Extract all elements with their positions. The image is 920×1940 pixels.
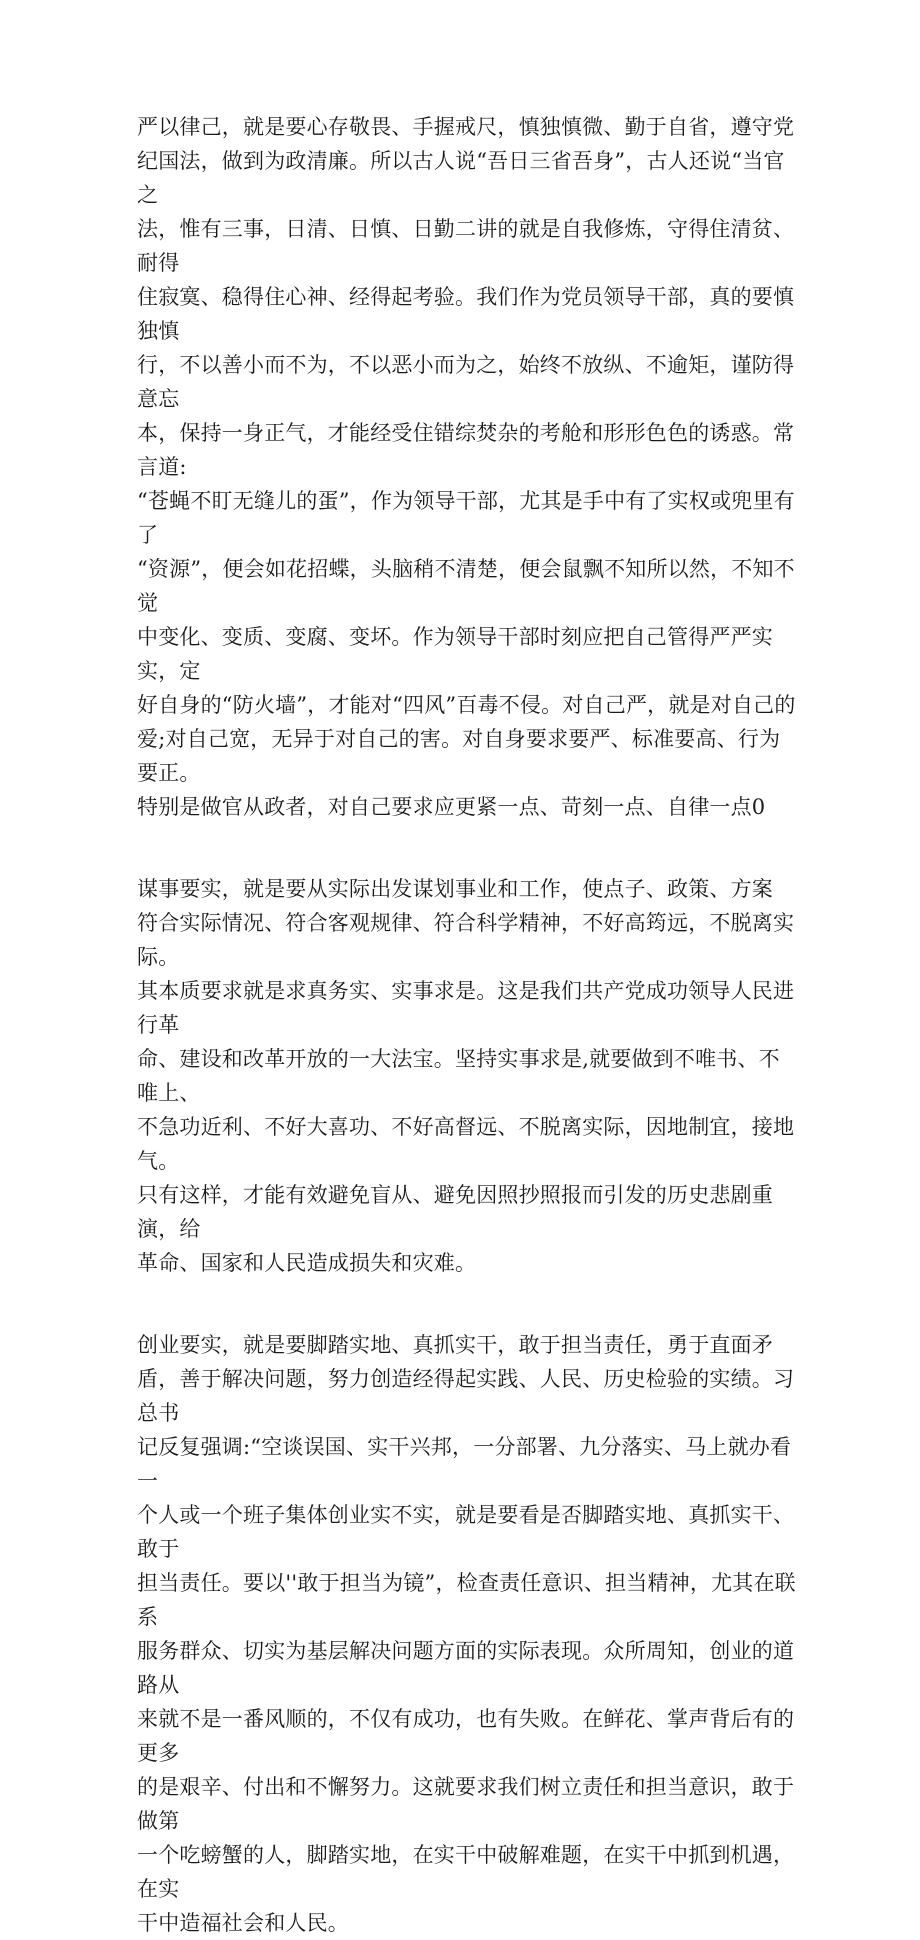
paragraph-practical-enterprise: 创业要实，就是要脚踏实地、真抓实干，敢于担当责任，勇于直面矛 盾，善于解决问题，努力创造经得起实践、人民、历史检验的实绩。习总书 记反复强调:“空谈误国、实干兴邦，一分部署、九分落实、马上就办看一 个人或一个班子集体创业实不实，就是要看是否脚踏实地、真抓实干、敢于 担当责任。要以''敢于担当为镜”，检查责任意识、担当精神，尤其在联系 服务群众、切实为基层解决问题方面的实际表现。众所周知，创业的道路从 来就不是一番风顺的，不仅有成功，也有失败。在鲜花、掌声背后有的更多 的是艰辛、付出和不懈努力。这就要求我们树立责任和担当意识，敢于做第 一个吃螃蟹的人，脚踏实地，在实干中破解难题，在实干中抓到机遇，在实 干中造福社会和人民。: [137, 1333, 796, 1935]
paragraph-self-discipline: 严以律己，就是要心存敬畏、手握戒尺，慎独慎微、勤于自省，遵守党 纪国法，做到为政清廉。所以古人说“吾日三省吾身”，古人还说“当官之 法，惟有三事，日清、日慎、日勤二讲的就是自我修炼，守得住清贫、耐得 住寂寞、稳得住心神、经得起考验。我们作为党员领导干部，真的要慎独慎 行，不以善小而不为，不以恶小而为之，始终不放纵、不逾矩，谨防得意忘 本，保持一身正气，才能经受住错综焚杂的考舱和形形色色的诱惑。常言道: “苍蝇不盯无缝儿的蛋”，作为领导干部，尤其是手中有了实权或兜里有了 “资源”，便会如花招蝶，头脑稍不清楚，便会鼠飘不知所以然，不知不觉 中变化、变质、变腐、变坏。作为领导干部时刻应把自己管得严严实实，定 好自身的“防火墙”，才能对“四风”百毒不侵。对自己严，就是对自己的 爱;对自己宽，无异于对自己的害。对自身要求要严、标准要高、行为要正。 特别是做官从政者，对自己要求应更紧一点、苛刻一点、自律一点0: [137, 115, 796, 819]
document-body: [137, 110, 797, 1940]
paragraph-spacer: [137, 1280, 797, 1328]
paragraph-practical-planning: 谋事要实，就是要从实际出发谋划事业和工作，使点子、政策、方案 符合实际情况、符合客观规律、符合科学精神，不好高筠远，不脱离实际。 其本质要求就是求真务实、实事求是。这是我们共产党成功领导人民进行革 命、建设和改革开放的一大法宝。坚持实事求是,就要做到不唯书、不唯上、 不急功近利、不好大喜功、不好高督远、不脱离实际，因地制宜，接地气。 只有这样，才能有效避免盲从、避免因照抄照报而引发的历史悲剧重演，给 革命、国家和人民造成损失和灾难。: [137, 877, 795, 1275]
paragraph-spacer: [137, 824, 797, 872]
